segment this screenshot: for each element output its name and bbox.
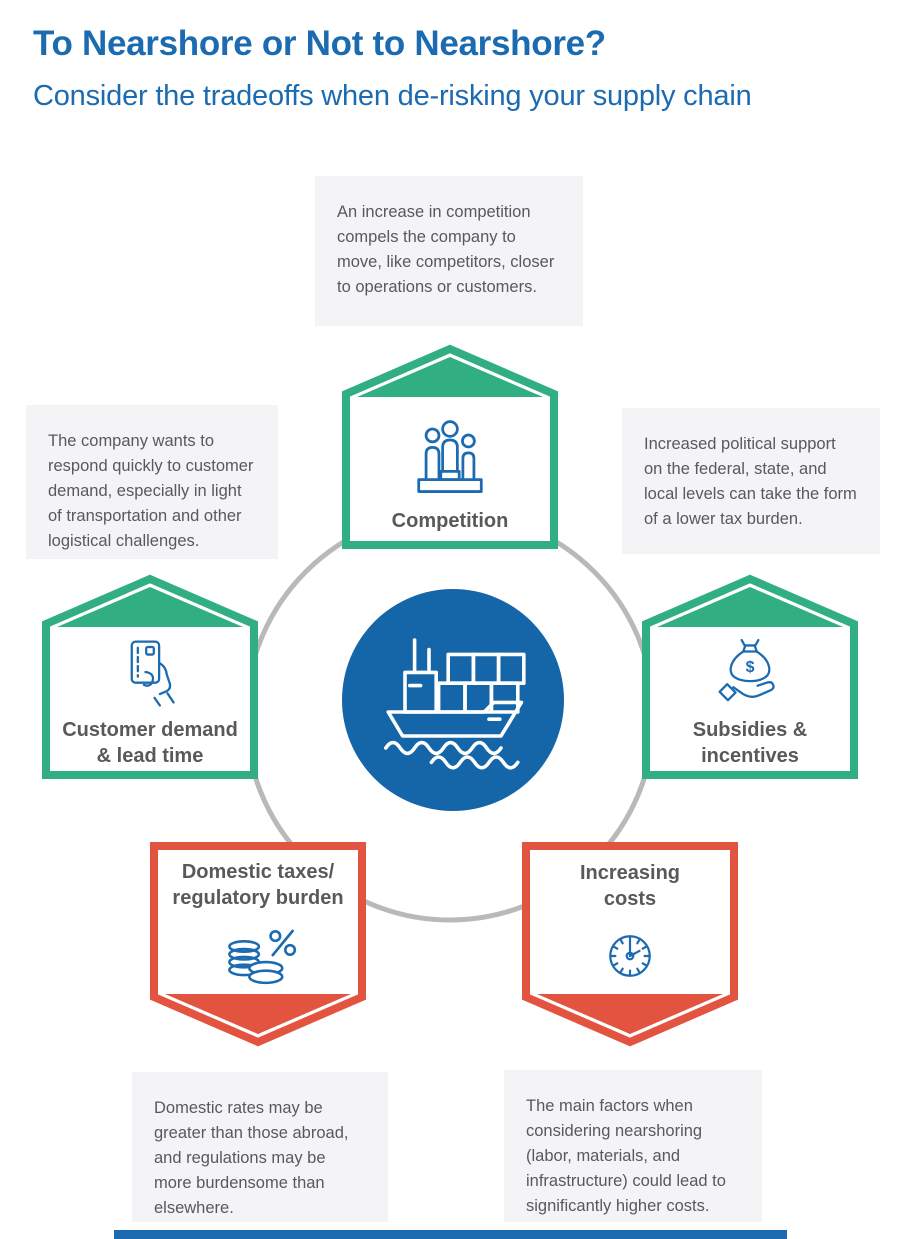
page-title: To Nearshore or Not to Nearshore? — [33, 24, 606, 63]
factor-label-subsidies — [693, 717, 807, 769]
factor-box-subsidies — [640, 573, 860, 781]
factor-label-line: Subsidies & — [692, 719, 808, 741]
factor-content — [352, 401, 548, 539]
note-customer-demand — [26, 405, 278, 559]
factor-label-competition — [392, 508, 509, 534]
footer-accent-bar — [114, 1230, 787, 1239]
container-ship-icon — [369, 616, 537, 784]
note-subsidies-text: Increased political support on the federal, state, and local levels can take the form of a lower tax burden. — [644, 435, 857, 529]
factor-content — [532, 856, 728, 998]
note-competition-text: An increase in competition compels the company to move, like competitors, closer to operations or customers. — [337, 203, 555, 297]
factor-box-domestic-taxes — [148, 840, 368, 1048]
svg-text:$: $ — [745, 659, 755, 677]
factor-content — [160, 856, 356, 998]
note-subsidies — [622, 408, 880, 554]
factor-box-competition — [340, 343, 560, 551]
money-bag-hand-icon — [702, 631, 798, 707]
factor-label-line: incentives — [701, 745, 799, 767]
factor-box-customer-demand — [40, 573, 260, 781]
factor-box-increasing-costs — [520, 840, 740, 1048]
page-subtitle: Consider the tradeoffs when de-risking your supply chain — [33, 80, 752, 112]
factor-label-line: Customer demand — [62, 719, 238, 741]
note-domestic-taxes-text: Domestic rates may be greater than those abroad, and regulations may be more burdensome than elsewhere. — [154, 1099, 349, 1218]
note-competition — [315, 176, 583, 326]
center-circle — [342, 589, 564, 811]
factor-content — [652, 631, 848, 769]
coins-percent-icon — [210, 917, 306, 995]
factor-label-line: Increasing — [579, 862, 681, 884]
factor-label-increasing-costs — [580, 860, 680, 912]
factor-label-line: regulatory burden — [172, 887, 344, 909]
podium-people-icon — [401, 406, 499, 498]
note-domestic-taxes — [132, 1072, 388, 1222]
credit-card-hand-icon — [104, 631, 196, 707]
note-customer-demand-text: The company wants to respond quickly to customer demand, especially in light of transportation and other logistical challenges. — [48, 432, 254, 551]
note-increasing-costs-text: The main factors when considering nearshoring (labor, materials, and infrastructure) could lead to significantly higher costs. — [526, 1097, 726, 1216]
factor-label-line: costs — [603, 888, 657, 910]
factor-content — [52, 631, 248, 769]
clock-icon — [592, 918, 668, 994]
factor-label-customer-demand — [62, 717, 238, 769]
factor-label-line: & lead time — [96, 745, 204, 767]
factor-label-domestic-taxes — [172, 859, 343, 911]
note-increasing-costs — [504, 1070, 762, 1222]
factor-label-line: Competition — [391, 510, 509, 532]
factor-label-line: Domestic taxes/ — [181, 861, 335, 883]
